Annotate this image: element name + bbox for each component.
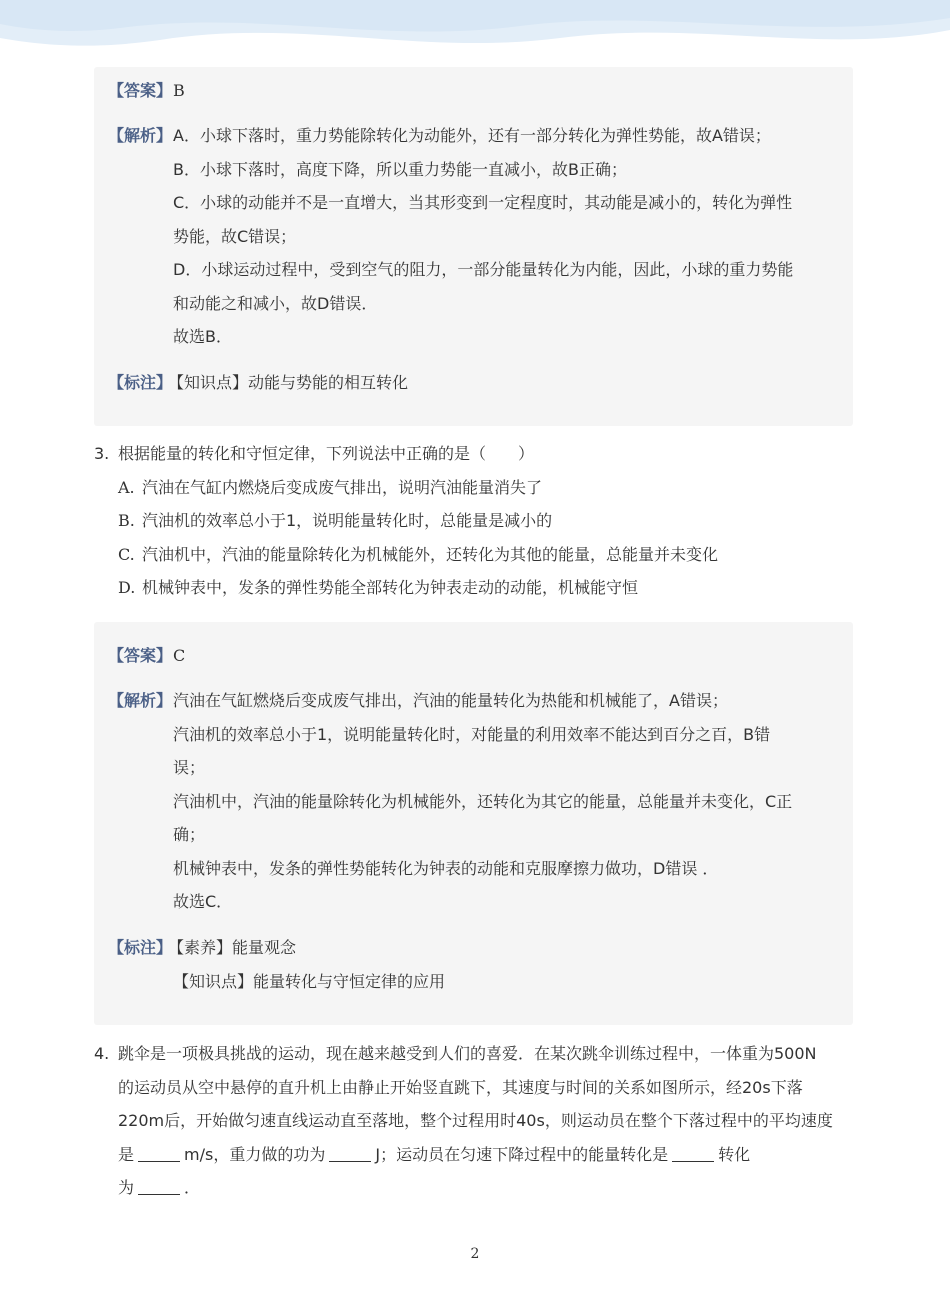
answer-tag: 【答案】 xyxy=(108,81,173,100)
analysis-line: 汽油机的效率总小于1，说明能量转化时，对能量的利用效率不能达到百分之百，B错 xyxy=(173,724,771,744)
question-line: 的运动员从空中悬停的直升机上由静止开始竖直跳下，其速度与时间的关系如图所示，经20s下落 xyxy=(118,1077,803,1097)
option-text: 机械钟表中，发条的弹性势能全部转化为钟表走动的动能，机械能守恒 xyxy=(142,578,639,597)
question-text: 为 xyxy=(118,1178,135,1197)
answer-blank[interactable] xyxy=(138,1178,180,1195)
option-text: 汽油在气缸内燃烧后变成废气排出，说明汽油能量消失了 xyxy=(142,478,543,497)
analysis-line: B．小球下落时，高度下降，所以重力势能一直减小，故B正确； xyxy=(173,159,627,179)
analysis-line: 汽油机中，汽油的能量除转化为机械能外，还转化为其它的能量，总能量并未变化，C正 xyxy=(173,791,793,811)
question-number: 4. xyxy=(94,1044,110,1063)
question-line xyxy=(118,1171,854,1205)
option-d[interactable] xyxy=(118,571,638,605)
question-3 xyxy=(94,437,854,607)
option-c[interactable] xyxy=(118,538,718,572)
analysis-line: 和动能之和减小，故D错误． xyxy=(173,293,378,313)
page-number: 2 xyxy=(470,1246,480,1262)
note-line: 【知识点】动能与势能的相互转化 xyxy=(168,373,409,392)
answer-tag: 【答案】 xyxy=(108,646,173,665)
answer-blank[interactable] xyxy=(672,1145,714,1162)
question-text: 转化 xyxy=(718,1144,751,1164)
analysis-line: 误； xyxy=(173,758,206,777)
note-tag: 【标注】 xyxy=(108,373,173,392)
option-b[interactable] xyxy=(118,504,552,538)
analysis-line: C．小球的动能并不是一直增大，当其形变到一定程度时，其动能是减小的，转化为弹性 xyxy=(173,193,793,212)
option-letter: C. xyxy=(118,545,135,564)
question-line xyxy=(118,1138,854,1172)
answer-blank[interactable] xyxy=(138,1145,180,1162)
analysis-line: 确； xyxy=(173,825,206,844)
analysis-line: A．小球下落时，重力势能除转化为动能外，还有一部分转化为弹性势能，故A错误； xyxy=(173,126,771,145)
option-letter: D. xyxy=(118,578,136,597)
question-4 xyxy=(94,1037,854,1207)
answer-value: B xyxy=(173,81,185,100)
answer-value: C xyxy=(173,646,186,665)
note-line: 【知识点】能量转化与守恒定律的应用 xyxy=(173,971,446,991)
analysis-line: 势能，故C错误； xyxy=(173,226,297,246)
option-letter: B. xyxy=(118,511,135,530)
option-text: 汽油机的效率总小于1，说明能量转化时，总能量是减小的 xyxy=(142,511,553,530)
question-text: ． xyxy=(184,1178,201,1197)
question-text: J；运动员在匀速下降过程中的能量转化是 xyxy=(375,1144,669,1164)
question-number: 3. xyxy=(94,444,110,463)
answer-blank[interactable] xyxy=(329,1145,371,1162)
analysis-line: 机械钟表中，发条的弹性势能转化为钟表的动能和克服摩擦力做功，D错误 ． xyxy=(173,858,719,878)
analysis-tag: 【解析】 xyxy=(108,691,173,710)
option-text: 汽油机中，汽油的能量除转化为机械能外，还转化为其他的能量，总能量并未变化 xyxy=(142,545,719,564)
question-line: 跳伞是一项极具挑战的运动，现在越来越受到人们的喜爱．在某次跳伞训练过程中，一体重为500N xyxy=(118,1044,817,1063)
analysis-line: 故选B． xyxy=(173,327,232,346)
question-line: 220m后，开始做匀速直线运动直至落地，整个过程用时40s，则运动员在整个下落过程中的平均速度 xyxy=(118,1111,833,1130)
question-text: 是 xyxy=(118,1144,135,1164)
answer-box-q3 xyxy=(94,622,853,1025)
option-a[interactable] xyxy=(118,471,542,505)
option-letter: A. xyxy=(118,478,135,497)
analysis-line: 故选C． xyxy=(173,892,233,911)
note-line: 【素养】能量观念 xyxy=(168,938,297,957)
analysis-tag: 【解析】 xyxy=(108,126,173,145)
analysis-line: D．小球运动过程中，受到空气的阻力，一部分能量转化为内能，因此，小球的重力势能 xyxy=(173,260,794,279)
question-stem: 根据能量的转化和守恒定律，下列说法中正确的是（ ） xyxy=(118,444,535,463)
question-text: m/s，重力做的功为 xyxy=(184,1144,326,1164)
note-tag: 【标注】 xyxy=(108,938,173,957)
answer-box-q2 xyxy=(94,67,853,426)
analysis-line: 汽油在气缸燃烧后变成废气排出，汽油的能量转化为热能和机械能了，A错误； xyxy=(173,691,728,710)
header-wave-decoration xyxy=(0,0,950,70)
